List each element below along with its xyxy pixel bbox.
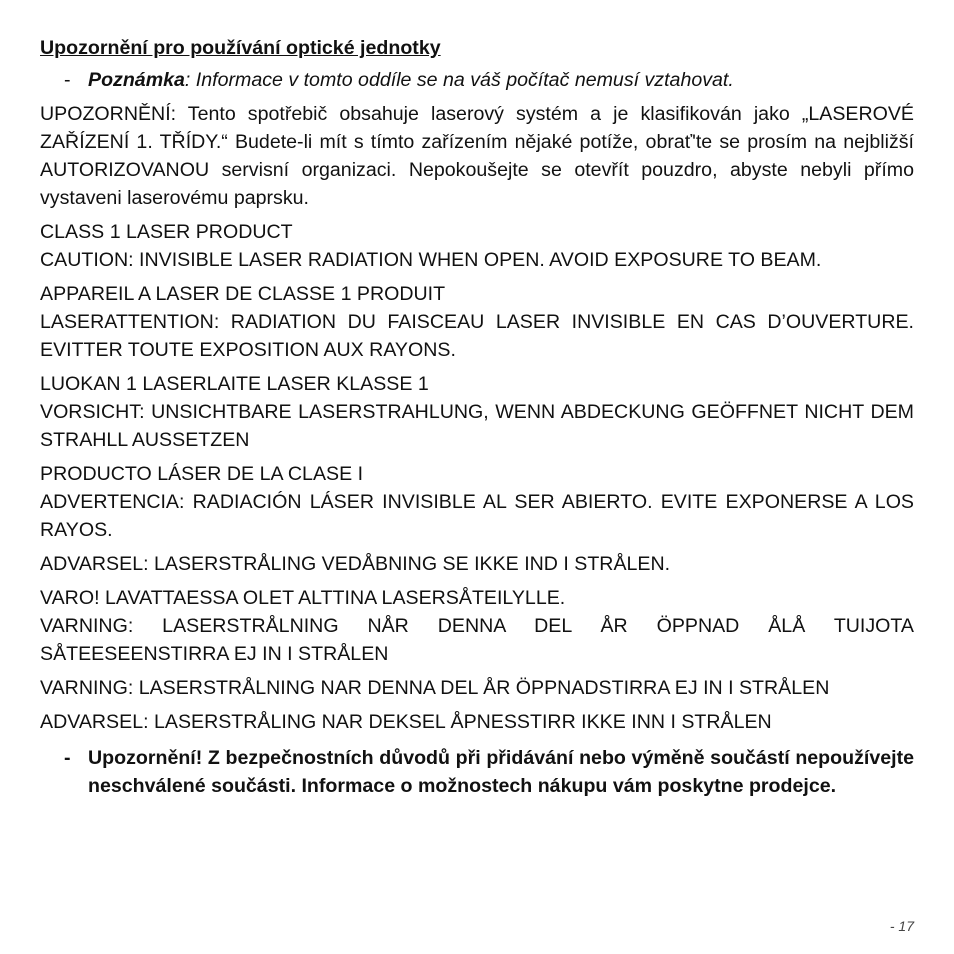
warning-text: Upozornění! Z bezpečnostních důvodů při přidávání nebo výměně součástí nepoužívejte neschválené součásti. Informace o možnostech nákupu vám poskytne prodejce. (88, 747, 914, 797)
laser-body-de: VORSICHT: UNSICHTBARE LASERSTRAHLUNG, WENN ABDECKUNG GEÖFFNET NICHT DEM STRAHLL AUSSETZEN (40, 401, 914, 451)
laser-title-en: CLASS 1 LASER PRODUCT (40, 221, 293, 243)
note-text (88, 66, 734, 94)
laser-notice-es (40, 460, 914, 544)
safety-warning (40, 744, 914, 800)
note-label: Poznámka (88, 69, 185, 91)
note-item (40, 66, 914, 94)
laser-title-fr: APPAREIL A LASER DE CLASSE 1 PRODUIT (40, 283, 446, 305)
laser-notice-no: ADVARSEL: LASERSTRÅLING NAR DEKSEL ÅPNESSTIRR IKKE INN I STRÅLEN (40, 711, 772, 733)
laser-notice-da: ADVARSEL: LASERSTRÅLING VEDÅBNING SE IKKE IND I STRÅLEN. (40, 553, 671, 575)
warning-dash: - (64, 747, 71, 769)
laser-body-es: ADVERTENCIA: RADIACIÓN LÁSER INVISIBLE AL SER ABIERTO. EVITE EXPONERSE A LOS RAYOS. (40, 491, 914, 541)
laser-title-es: PRODUCTO LÁSER DE LA CLASE I (40, 463, 364, 485)
warning-paragraph-cz: UPOZORNĚNÍ: Tento spotřebič obsahuje laserový systém a je klasifikován jako „LASEROVÉ ZAŘÍZENÍ 1. TŘÍDY.“ Budete-li mít s tímto zařízením nějaké potíže, obrať'te se prosím na nejbližší AUTORIZOVANOU servisní organizaci. Nepokoušejte se otevřít pouzdro, abyste nebyli přímo vystaveni laserovému paprsku. (40, 103, 914, 209)
note-dash: - (64, 69, 71, 91)
laser-notice-fi (40, 584, 914, 668)
laser-body-fr: LASERATTENTION: RADIATION DU FAISCEAU LASER INVISIBLE EN CAS D’OUVERTURE. EVITTER TOUTE EXPOSITION AUX RAYONS. (40, 311, 914, 361)
page-number: - 17 (889, 918, 914, 934)
laser-notice-en (40, 218, 914, 274)
section-heading: Upozornění pro používání optické jednotky (40, 37, 441, 59)
laser-notice-sv: VARNING: LASERSTRÅLNING NAR DENNA DEL ÅR ÖPPNADSTIRRA EJ IN I STRÅLEN (40, 677, 830, 699)
laser-notice-de (40, 370, 914, 454)
laser-body-en: CAUTION: INVISIBLE LASER RADIATION WHEN OPEN. AVOID EXPOSURE TO BEAM. (40, 249, 822, 271)
document-page (40, 34, 914, 800)
laser-title-fi: VARO! LAVATTAESSA OLET ALTTINA LASERSÅTEILYLLE. (40, 587, 566, 609)
laser-notice-fr (40, 280, 914, 364)
laser-body-fi: VARNING: LASERSTRÅLNING NÅR DENNA DEL ÅR ÖPPNAD ÅLÅ TUIJOTA SÅTEESEENSTIRRA EJ IN I STRÅLEN (40, 615, 914, 665)
note-body: : Informace v tomto oddíle se na váš počítač nemusí vztahovat. (184, 69, 734, 91)
laser-title-de: LUOKAN 1 LASERLAITE LASER KLASSE 1 (40, 373, 429, 395)
